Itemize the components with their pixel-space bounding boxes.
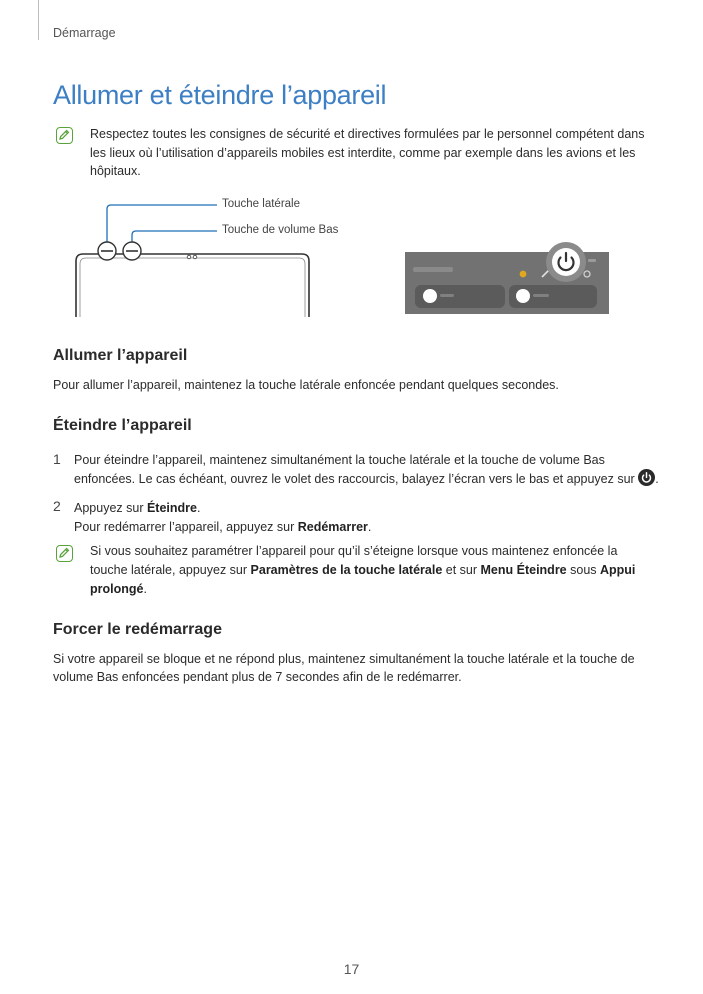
heading-force-restart: Forcer le redémarrage [53, 621, 222, 638]
note2-end: . [143, 582, 147, 596]
step2-pre: Appuyez sur [74, 501, 147, 515]
heading-power-on: Allumer l’appareil [53, 347, 188, 364]
step1-end: . [655, 472, 659, 486]
note2-line2 [90, 561, 635, 580]
callout-volume-key: Touche de volume Bas [222, 224, 339, 236]
step2-bold-restart: Redémarrer [297, 520, 368, 534]
note2-bold-press: Appui [600, 563, 636, 577]
step2-sub-post: . [367, 520, 372, 534]
step2-post: . [196, 501, 201, 515]
power-icon [638, 469, 655, 492]
note2-mid2: sous [566, 563, 600, 577]
section-label: Démarrage [53, 26, 116, 40]
quick-panel-illustration [405, 240, 609, 314]
device-illustration [60, 195, 350, 320]
note2-bold-hold: prolongé [90, 582, 144, 596]
step2-restart-text [74, 518, 371, 537]
step1-line2-text: enfoncées. Le cas échéant, ouvrez le volet des raccourcis, balayez l’écran vers le bas et appuyez sur [74, 472, 635, 486]
step-number: 2 [53, 498, 61, 514]
force-restart-line2: volume Bas enfoncées pendant plus de 7 secondes afin de le redémarrer. [53, 670, 462, 684]
step2-sub-pre: Pour redémarrer l’appareil, appuyez sur [74, 520, 298, 534]
header-rule [38, 0, 39, 40]
step2-text [74, 499, 200, 518]
safety-note: Respectez toutes les consignes de sécurité et directives formulées par le personnel compétent dans les lieux où l’utilisation d’appareils mobiles est interdite, comme par exemple dans les avions et les hôpitaux. [90, 127, 645, 178]
note-pencil-icon [56, 545, 73, 562]
page-number: 17 [343, 961, 360, 977]
note2-line3 [90, 580, 147, 599]
callout-side-key: Touche latérale [222, 198, 300, 210]
note2-bold-side-key-settings: Paramètres de la touche latérale [250, 563, 443, 577]
step1-line2 [74, 469, 659, 492]
step2-bold-power-off: Éteindre [146, 501, 197, 515]
heading-power-off: Éteindre l’appareil [53, 417, 192, 434]
note-pencil-icon [56, 127, 73, 144]
force-restart-line1: Si votre appareil se bloque et ne répond plus, maintenez simultanément la touche latérale et la touche de [53, 652, 635, 666]
page-title: Allumer et éteindre l’appareil [53, 80, 387, 110]
note2-line1: Si vous souhaitez paramétrer l’appareil pour qu’il s’éteigne lorsque vous maintenez enfoncée la [90, 544, 618, 558]
step1-line1: Pour éteindre l’appareil, maintenez simultanément la touche latérale et la touche de volume Bas [74, 453, 605, 467]
power-on-text: Pour allumer l’appareil, maintenez la touche latérale enfoncée pendant quelques secondes. [53, 378, 559, 392]
note2-bold-power-menu: Menu Éteindre [480, 563, 567, 577]
note2-mid1: et sur [442, 563, 481, 577]
step-number: 1 [53, 451, 61, 467]
note2-pre: touche latérale, appuyez sur [90, 563, 251, 577]
